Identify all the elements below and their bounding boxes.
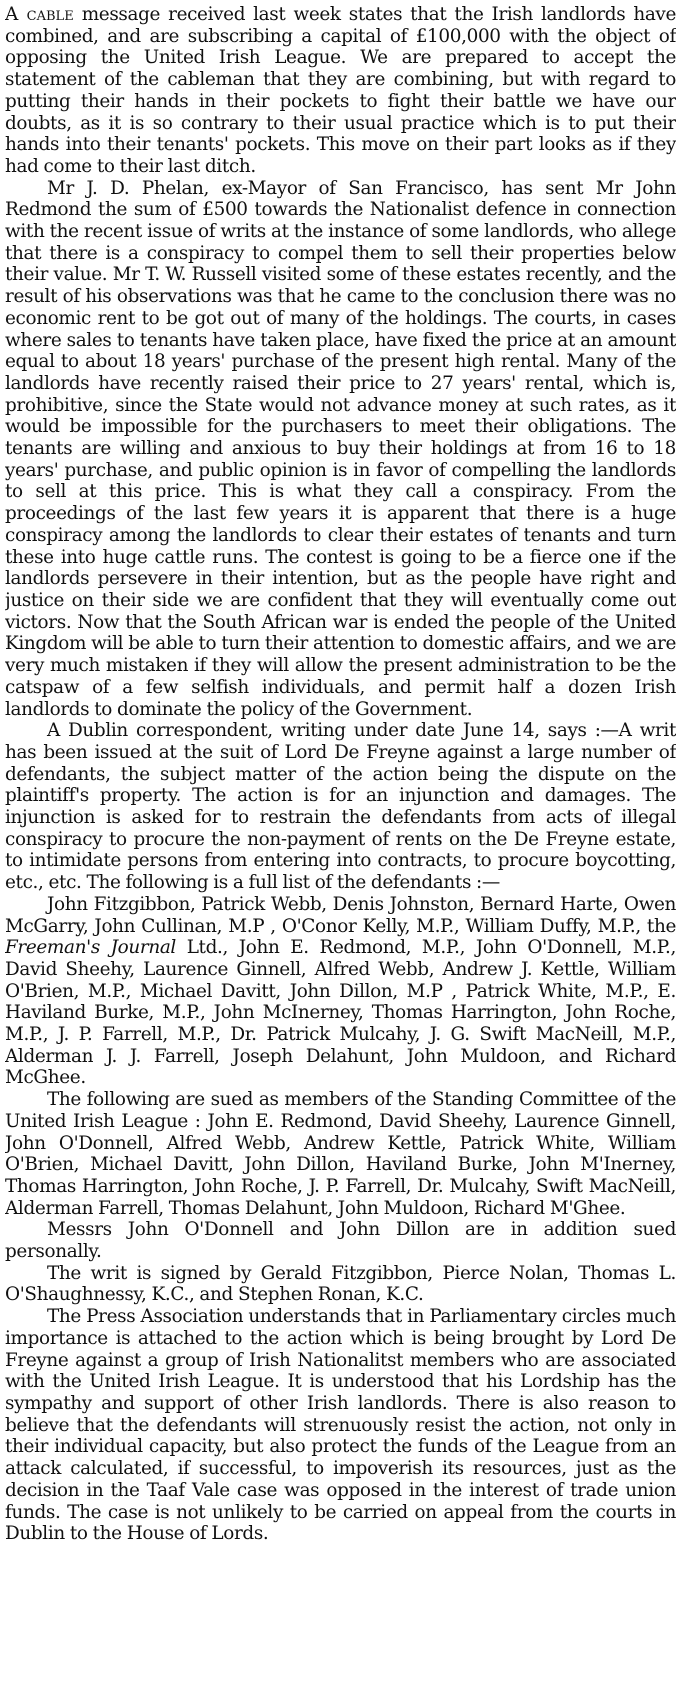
- paragraph-sued-personally: Messrs John O'Donnell and John Dillon are in addition sued personally.: [5, 1219, 676, 1263]
- defendants-list-part-2: Ltd., John E. Redmond, M.P., John O'Donnell, M.P., David Sheehy, Laurence Ginnell, Alfred Webb, Andrew J. Kettle, William O'Brien, M.P., Michael Davitt, John Dillon, M.P , Patrick White, M.P., E. Haviland Burke, M.P., John McInerney, Thomas Harrington, John Roche, M.P., J. P. Farrell, M.P., Dr. Patrick Mulcahy, J. G. Swift MacNeill, M.P., Alderman J. J. Farrell, Joseph Delahunt, John Muldoon, and Richard McGhee.: [5, 937, 676, 1089]
- paragraph-standing-committee: The following are sued as members of the Standing Committee of the United Irish League : John E. Redmond, David Sheehy, Laurence Ginnell, John O'Donnell, Alfred Webb, Andrew Kettle, Patrick White, William O'Brien, Michael Davitt, John Dillon, Haviland Burke, John M'Inerney, Thomas Harrington, John Roche, J. P. Farrell, Dr. Mulcahy, Swift MacNeill, Alderman Farrell, Thomas Delahunt, John Muldoon, Richard M'Ghee.: [5, 1089, 676, 1219]
- paragraph-dublin-correspondent: A Dublin correspondent, writing under date June 14, says :—A writ has been issued at the suit of Lord De Freyne against a large number of defendants, the subject matter of the action being the dispute on the plaintiff's property. The action is for an injunction and damages. The injunction is asked for to restrain the defendants from acts of illegal conspiracy to procure the non-payment of rents on the De Freyne estate, to intimidate persons from entering into contracts, to procure boycotting, etc., etc. The following is a full list of the defendants :—: [5, 720, 676, 894]
- newspaper-title: Freeman's Journal: [5, 937, 176, 959]
- paragraph-lead-words: A cable: [5, 4, 74, 25]
- newspaper-column: [5, 4, 676, 1697]
- paragraph-defendants-list: [5, 894, 676, 1089]
- paragraph-body: message received last week states that the Irish landlords have combined, and are subscribing a capital of £100,000 with the object of opposing the United Irish League. We are prepared to accept the statement of the cableman that they are combining, but with regard to putting their hands in their pockets to fight their battle we have our doubts, as it is so contrary to their usual practice which is to put their hands into their tenants' pockets. This move on their part looks as if they had come to their last ditch.: [5, 4, 676, 177]
- paragraph-writ-signatories: The writ is signed by Gerald Fitzgibbon, Pierce Nolan, Thomas L. O'Shaughnessy, K.C., and Stephen Ronan, K.C.: [5, 1262, 676, 1306]
- paragraph-press-association: The Press Association understands that in Parliamentary circles much importance is attached to the action which is being brought by Lord De Freyne against a group of Irish Nationalitst members who are associated with the United Irish League. It is understood that his Lordship has the sympathy and support of other Irish landlords. There is also reason to believe that the defendants will strenuously resist the action, not only in their individual capacity, but also protect the funds of the League from an attack calculated, if successful, to impoverish its resources, just as the decision in the Taaf Vale case was opposed in the interest of trade union funds. The case is not unlikely to be carried on appeal from the courts in Dublin to the House of Lords.: [5, 1306, 676, 1545]
- paragraph-irish-landlords-combine: [5, 4, 676, 178]
- paragraph-phelan-donation: Mr J. D. Phelan, ex-Mayor of San Francisco, has sent Mr John Redmond the sum of £500 towards the Nationalist defence in connection with the recent issue of writs at the instance of some landlords, who allege that there is a conspiracy to compel them to sell their properties below their value. Mr T. W. Russell visited some of these estates recently, and the result of his observations was that he came to the conclusion there was no economic rent to be got out of many of the holdings. The courts, in cases where sales to tenants have taken place, have fixed the price at an amount equal to about 18 years' purchase of the present high rental. Many of the landlords have recently raised their price to 27 years' rental, which is, prohibitive, since the State would not advance money at such rates, as it would be impossible for the purchasers to meet their obligations. The tenants are willing and anxious to buy their holdings at from 16 to 18 years' purchase, and public opinion is in favor of compelling the landlords to sell at this price. This is what they call a conspiracy. From the proceedings of the last few years it is apparent that there is a huge conspiracy among the landlords to clear their estates of tenants and turn these into huge cattle runs. The contest is going to be a fierce one if the landlords persevere in their intention, but as the people have right and justice on their side we are confident that they will eventually come out victors. Now that the South African war is ended the people of the United Kingdom will be able to turn their attention to domestic affairs, and we are very much mistaken if they will allow the present administration to be the catspaw of a few selfish individuals, and permit half a dozen Irish landlords to dominate the policy of the Government.: [5, 177, 676, 720]
- defendants-list-part-1: John Fitzgibbon, Patrick Webb, Denis Johnston, Bernard Harte, Owen McGarry, John Cullinan, M.P , O'Conor Kelly, M.P., William Duffy, M.P., the: [5, 893, 676, 937]
